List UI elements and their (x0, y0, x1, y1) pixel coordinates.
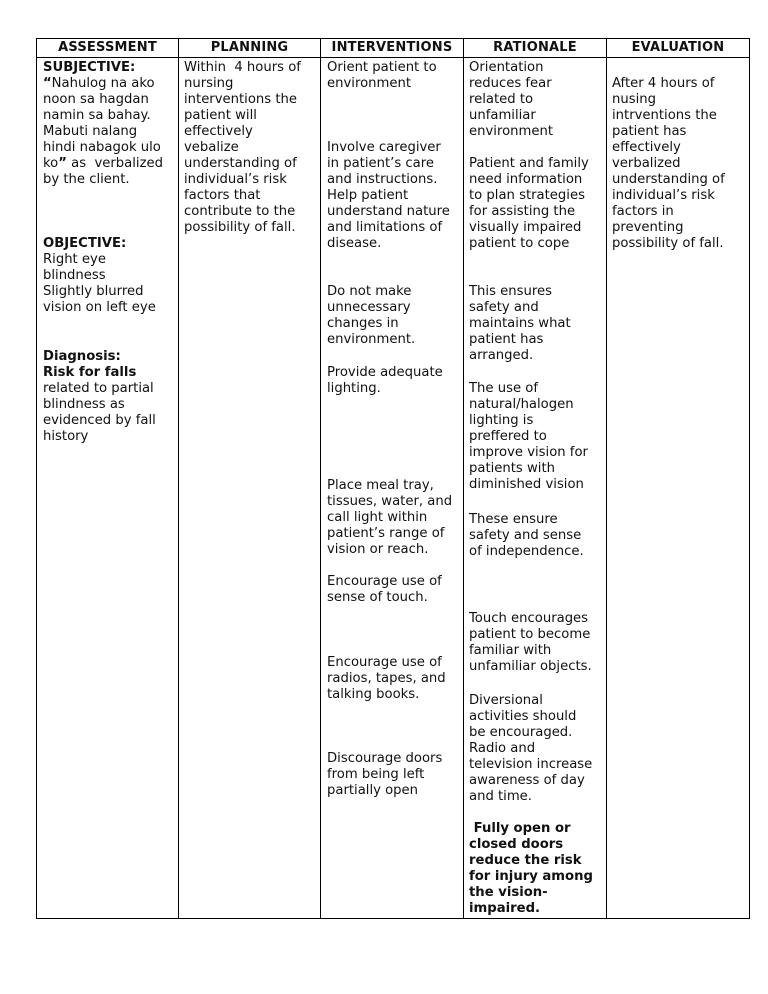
rationale-line: related to (469, 92, 534, 107)
evaluation-line: patient has (612, 124, 687, 139)
rationale-line: of independence. (469, 544, 584, 559)
evaluation-line: understanding of (612, 172, 725, 187)
quote-text: Nahulog na ako (51, 76, 155, 91)
intervention-line: talking books. (327, 687, 420, 702)
rationale-line: television increase (469, 757, 593, 772)
rationale-line: maintains what (469, 316, 571, 331)
intervention-line: unnecessary (327, 300, 411, 315)
planning-line: Within 4 hours of (184, 60, 301, 75)
evaluation-line: verbalized (612, 156, 681, 171)
intervention-line: tissues, water, and (327, 494, 453, 509)
planning-line: contribute to the (184, 204, 296, 219)
evaluation-line: factors in (612, 204, 674, 219)
intervention-line: radios, tapes, and (327, 671, 446, 686)
intervention-line: partially open (327, 783, 419, 798)
open-quote: “ (43, 76, 52, 91)
quote-last-line: by the client. (43, 172, 130, 187)
diagnosis-label: Diagnosis: (43, 349, 121, 364)
planning-line: patient will (184, 108, 257, 123)
column-border (606, 38, 607, 919)
header-assessment: ASSESSMENT (58, 40, 157, 55)
planning-line: individual’s risk (184, 172, 287, 187)
quote-end-text: ko (43, 156, 59, 171)
rationale-line: arranged. (469, 348, 534, 363)
planning-line: understanding of (184, 156, 297, 171)
rationale-line: reduces fear (469, 76, 552, 91)
evaluation-line: possibility of fall. (612, 236, 724, 251)
intervention-line: environment (327, 76, 411, 91)
rationale-line: improve vision for (469, 445, 588, 460)
objective-line: blindness (43, 268, 106, 283)
rationale-line: Orientation (469, 60, 544, 75)
intervention-line: Involve caregiver (327, 140, 441, 155)
rationale-line: This ensures (469, 284, 552, 299)
rationale-line: preffered to (469, 429, 547, 444)
intervention-line: patient’s range of (327, 526, 445, 541)
rationale-line: unfamiliar objects. (469, 659, 592, 674)
close-quote: ” (58, 156, 67, 171)
header-interventions: INTERVENTIONS (331, 40, 453, 55)
rationale-line: Diversional (469, 693, 543, 708)
intervention-line: Discourage doors (327, 751, 443, 766)
rationale-line: Patient and family (469, 156, 589, 171)
planning-line: factors that (184, 188, 261, 203)
objective-line: Slightly blurred (43, 284, 144, 299)
evaluation-line: nusing (612, 92, 656, 107)
rationale-line: environment (469, 124, 553, 139)
intervention-line: Encourage use of (327, 574, 442, 589)
planning-line: interventions the (184, 92, 297, 107)
rationale-line: awareness of day (469, 773, 585, 788)
rationale-line: safety and (469, 300, 539, 315)
rationale-line: These ensure (469, 512, 558, 527)
intervention-line: Provide adequate (327, 365, 443, 380)
column-border (320, 38, 321, 919)
rationale-line: The use of (469, 381, 538, 396)
intervention-line: from being left (327, 767, 425, 782)
intervention-line: and instructions. (327, 172, 438, 187)
quote-end-line (43, 156, 163, 172)
objective-line: vision on left eye (43, 300, 156, 315)
diagnosis-line: blindness as (43, 397, 125, 412)
rationale-line: natural/halogen (469, 397, 574, 412)
quote-line: Mabuti nalang (43, 124, 138, 139)
intervention-line: in patient’s care (327, 156, 434, 171)
planning-line: possibility of fall. (184, 220, 296, 235)
rationale-line: patient to cope (469, 236, 570, 251)
table-bottom-border (36, 918, 750, 919)
rationale-line: activities should (469, 709, 577, 724)
quote-tail: as verbalized (66, 156, 163, 171)
diagnosis-line: evidenced by fall (43, 413, 156, 428)
header-planning: PLANNING (210, 40, 289, 55)
intervention-line: Encourage use of (327, 655, 442, 670)
intervention-line: Orient patient to (327, 60, 437, 75)
column-border (749, 38, 750, 919)
evaluation-line: individual’s risk (612, 188, 715, 203)
evaluation-line: preventing (612, 220, 684, 235)
rationale-line: patients with (469, 461, 555, 476)
subjective-label: SUBJECTIVE: (43, 60, 136, 75)
planning-line: effectively (184, 124, 253, 139)
column-border (36, 38, 37, 919)
intervention-line: and limitations of (327, 220, 443, 235)
column-border (463, 38, 464, 919)
intervention-line: Do not make (327, 284, 412, 299)
header-divider (36, 57, 750, 58)
evaluation-line: effectively (612, 140, 681, 155)
planning-line: vebalize (184, 140, 239, 155)
header-evaluation: EVALUATION (631, 40, 725, 55)
intervention-line: disease. (327, 236, 382, 251)
quote-line: hindi nabagok ulo (43, 140, 161, 155)
intervention-line: sense of touch. (327, 590, 428, 605)
subjective-quote-first-line (43, 76, 155, 92)
rationale-line: diminished vision (469, 477, 584, 492)
quote-line: noon sa hagdan (43, 92, 149, 107)
rationale-line: for assisting the (469, 204, 576, 219)
intervention-line: lighting. (327, 381, 381, 396)
quote-line: namin sa bahay. (43, 108, 151, 123)
rationale-line: lighting is (469, 413, 534, 428)
objective-line: Right eye (43, 252, 106, 267)
diagnosis-line: history (43, 429, 89, 444)
care-plan-table (36, 38, 750, 919)
diagnosis-line: related to partial (43, 381, 154, 396)
rationale-line: for injury among (469, 869, 593, 884)
rationale-line: Fully open or (469, 821, 571, 836)
rationale-line: and time. (469, 789, 532, 804)
rationale-line: closed doors (469, 837, 564, 852)
rationale-line: unfamiliar (469, 108, 536, 123)
diagnosis-title: Risk for falls (43, 365, 137, 380)
planning-line: nursing (184, 76, 234, 91)
evaluation-line: After 4 hours of (612, 76, 715, 91)
intervention-line: environment. (327, 332, 416, 347)
intervention-line: vision or reach. (327, 542, 429, 557)
rationale-line: familiar with (469, 643, 552, 658)
rationale-line: need information (469, 172, 583, 187)
rationale-line: patient to become (469, 627, 591, 642)
rationale-line: safety and sense (469, 528, 582, 543)
rationale-line: Touch encourages (469, 611, 589, 626)
intervention-line: understand nature (327, 204, 450, 219)
rationale-line: patient has (469, 332, 544, 347)
rationale-line: be encouraged. (469, 725, 573, 740)
intervention-line: call light within (327, 510, 428, 525)
intervention-line: Place meal tray, (327, 478, 434, 493)
rationale-line: the vision- (469, 885, 548, 900)
rationale-line: reduce the risk (469, 853, 582, 868)
rationale-line: impaired. (469, 901, 541, 916)
rationale-line: visually impaired (469, 220, 582, 235)
rationale-line: Radio and (469, 741, 536, 756)
intervention-line: Help patient (327, 188, 409, 203)
evaluation-line: intrventions the (612, 108, 717, 123)
column-border (178, 38, 179, 919)
intervention-line: changes in (327, 316, 399, 331)
rationale-line: to plan strategies (469, 188, 585, 203)
objective-label: OBJECTIVE: (43, 236, 127, 251)
header-rationale: RATIONALE (493, 40, 577, 55)
